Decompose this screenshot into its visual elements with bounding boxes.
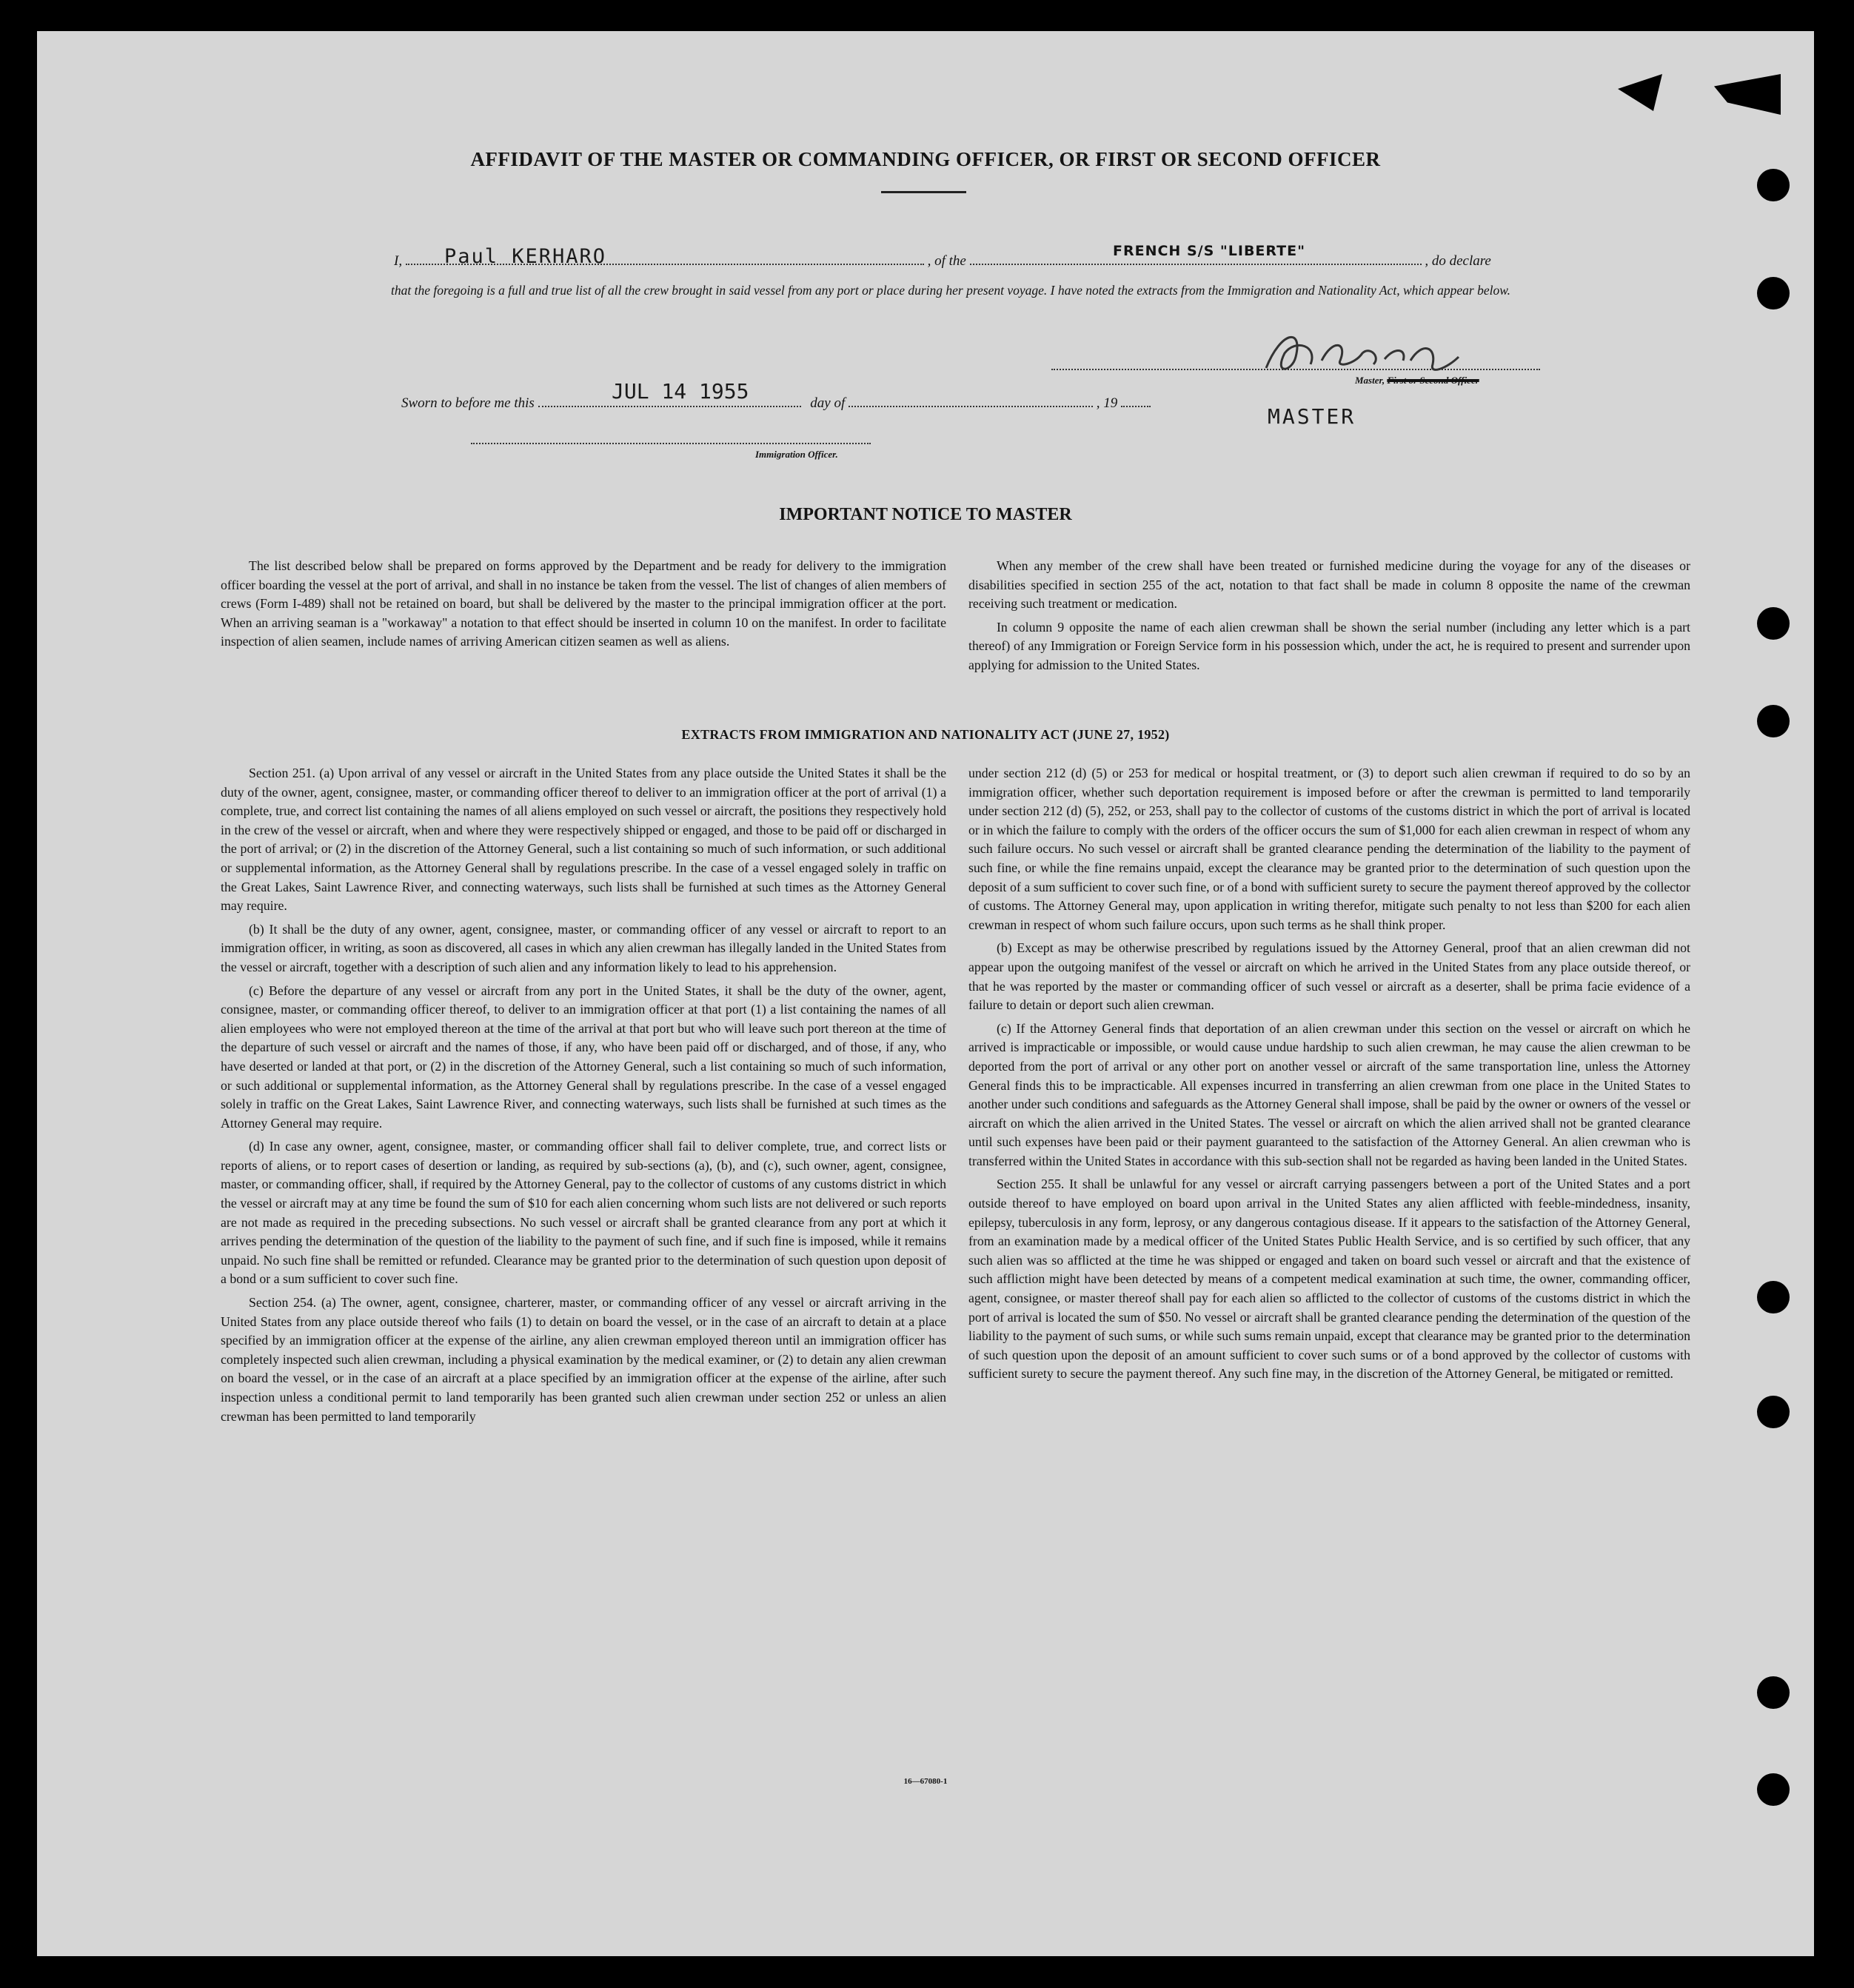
sworn-line [401, 394, 1151, 412]
day-of-label: day of [810, 395, 846, 411]
signature-line [1051, 357, 1540, 370]
signature-label-struck: First or Second Officer [1387, 375, 1479, 386]
section-251-b: (b) It shall be the duty of any owner, agent, consignee, master, or commanding officer of any vessel or aircraft to report to an immigration officer, in writing, as soon as discovered, all cases in which any alien crewman has illegally landed in the United States from the vessel or aircraft, together with a description of such alien and any information likely to lead to his apprehension. [221, 921, 946, 974]
binder-hole [1757, 1676, 1790, 1709]
notice-title: IMPORTANT NOTICE TO MASTER [779, 505, 1072, 524]
binder-hole [1757, 1281, 1790, 1313]
year-label: , 19 [1096, 395, 1118, 411]
declaration-text: that the foregoing is a full and true list of all the crew brought in said vessel from any port or place during her present voyage. I have noted the extracts from the Immigration and Nationality Act, which appear below. [391, 283, 1510, 298]
section-251-c: (c) Before the departure of any vessel or aircraft from any port in the United States, it shall be the duty of the owner, agent, consignee, master, or commanding officer thereof, to deliver to an immigration officer at that port (1) a list containing the names of all alien employees who were not employed thereon at the time of the arrival at that port but who will leave such port thereon at the time of the departure of such vessel or aircraft and the names of those, if any, who have been paid off or discharged, and of those, if any, who have deserted or landed at that port, or (2) in the discretion of the Attorney General, such a list containing so much of such information, or such additional or supplemental information, as the Attorney General shall by regulations prescribe. In the case of a vessel engaged solely in traffic on the Great Lakes, Saint Lawrence River, and connecting waterways, such lists shall be furnished at such times as the Attorney General may require. [221, 983, 946, 1131]
signature-label [1355, 375, 1479, 386]
binder-hole [1757, 1396, 1790, 1428]
extracts-right-column [968, 764, 1690, 1388]
section-254-a: Section 254. (a) The owner, agent, consignee, charterer, master, or commanding officer of any vessel or aircraft arriving in the United States from any place outside thereof who fails (1) to detain on board the vessel, or in the case of an aircraft to detain at a place specified by an immigration officer at the expense of the airline, any alien crewman employed thereon until an immigration officer has completely inspected such alien crewman, including a physical examination by the medical examiner, or (2) to detain any alien crewman on board the vessel, or in the case of an aircraft at a place specified by an immigration officer at the expense of the airline, after such inspection unless a conditional permit to land temporarily has been granted such alien crewman under section 252 or unless an alien crewman has been permitted to land temporarily [221, 1295, 946, 1424]
form-number: 16—67080-1 [903, 1777, 948, 1786]
officer-signature-line [471, 431, 871, 444]
year-line [1121, 394, 1151, 407]
signature-label-master: Master, [1355, 375, 1385, 386]
do-declare-label: , do declare [1425, 253, 1491, 269]
extracts-title: EXTRACTS FROM IMMIGRATION AND NATIONALITY ACT (JUNE 27, 1952) [681, 727, 1170, 742]
notice-right-paragraph-1: When any member of the crew shall have been treated or furnished medicine during the voyage for any of the diseases or disabilities specified in section 255 of the act, notation to that fact shall be made in column 8 opposite the name of the crewman receiving such treatment or medication. [968, 558, 1690, 612]
declarant-prefix: I, [394, 253, 403, 269]
binder-hole [1757, 607, 1790, 640]
section-251-d: (d) In case any owner, agent, consignee, master, or commanding officer shall fail to deliver complete, true, and correct lists or reports of aliens, or to report cases of desertion or landing, as required by sub-sections (a), (b), and (c), such owner, agent, consignee, master, or commanding officer, shall, if required by the Attorney General, pay to the collector of customs of any customs district in which the vessel or aircraft may at any time be found the sum of $10 for each alien concerning whom such lists are not delivered or such reports are not made as required in the preceding subsections. No such vessel or aircraft shall be granted clearance from any port at which it arrives pending the determination of the question of the liability to the payment of such fine, and if such fine is imposed, while it remains unpaid. No such fine shall be remitted or refunded. Clearance may be granted prior to the determination of such question upon deposit of a bond or a sum sufficient to cover such fine. [221, 1139, 946, 1287]
document-page [37, 31, 1814, 1956]
vessel-name: FRENCH S/S "LIBERTE" [1113, 243, 1306, 259]
section-254-b: (b) Except as may be otherwise prescribed by regulations issued by the Attorney General, proof that an alien crewman did not appear upon the outgoing manifest of the vessel or aircraft on which he arrived in the United States from any place outside thereof, or that he was reported by the master or commanding officer of such vessel or aircraft as a deserter, shall be prima facie evidence of a failure to detain or deport such alien crewman. [968, 940, 1690, 1013]
section-251-a: Section 251. (a) Upon arrival of any vessel or aircraft in the United States from any place outside the United States it shall be the duty of the owner, agent, consignee, master, or commanding officer thereof to deliver to an immigration officer at the port of arrival (1) a complete, true, and correct list containing the names of all aliens employed on such vessel or aircraft, the positions they respectively hold in the crew of the vessel or aircraft, when and where they were respectively shipped or engaged, and those to be paid off or discharged in the port of arrival; or (2) in the discretion of the Attorney General, such a list containing so much of such information, or such additional or supplemental information, as the Attorney General shall by regulations prescribe. In the case of a vessel engaged solely in traffic on the Great Lakes, Saint Lawrence River, and connecting waterways, such lists shall be furnished at such times as the Attorney General may require. [221, 766, 946, 914]
section-255: Section 255. It shall be unlawful for any vessel or aircraft carrying passengers between a port of the United States and a port outside thereof to have employed on board upon arrival in the United States any alien afflicted with feeble-mindedness, insanity, epilepsy, tuberculosis in any form, leprosy, or any dangerous contagious disease. If it appears to the satisfaction of the Attorney General, from an examination made by a medical officer of the United States Public Health Service, and is so certified by such officer, that any such alien was so afflicted at the time he was shipped or engaged and taken on board such vessel or aircraft and that the existence of such affliction might have been detected by means of a competent medical examination at such time, the owner, commanding officer, agent, consignee, or master thereof shall pay for each alien so afflicted to the collector of customs of the customs district in which the port of arrival is located the sum of $50. No vessel or aircraft shall be granted clearance pending the determination of the question of the liability to the payment of such sums, or while such sums remain unpaid, except that clearance may be granted prior to the determination of such question upon the deposit of an amount sufficient to cover such sums or of a bond approved by the collector of customs with sufficient surety to secure the payment thereof. Any such fine may, in the discretion of the Attorney General, be mitigated or remitted. [968, 1177, 1690, 1382]
master-name: Paul KERHARO [444, 245, 607, 268]
notice-left-paragraph: The list described below shall be prepared on forms approved by the Department and be ready for delivery to the immigration officer boarding the vessel at the port of arrival, and shall in no instance be taken from the vessel. The list of changes of alien members of crews (Form I-489) shall not be retained on board, but shall be delivered by the master to the principal immigration officer at the port. When an arriving seaman is a "workaway" a notation to that effect should be inserted in column 10 on the manifest. In order to facilitate inspection of alien seamen, include names of arriving American citizen seamen as well as aliens. [221, 558, 946, 649]
month-line [849, 394, 1093, 407]
binder-notch [1714, 74, 1781, 115]
section-254-c: (c) If the Attorney General finds that deportation of an alien crewman under this section on the vessel or aircraft on which he arrived is impracticable or impossible, or would cause undue hardship to such alien crewman, he may cause the alien crewman to be deported from the port of arrival or any other port on another vessel or aircraft of the same transportation line, unless the Attorney General finds this to be impracticable. All expenses incurred in transferring an alien crewman from one place in the United States to another under such conditions and safeguards as the Attorney General shall impose, shall be paid by the owner or owners of the vessel or aircraft on which the alien arrived in the United States. The vessel or aircraft on which the alien arrived shall not be granted clearance until such expenses have been paid or their payment guaranteed to the satisfaction of the Attorney General. An alien crewman who is transferred within the United States in accordance with this sub-section shall not be regarded as having been landed in the United States. [968, 1020, 1690, 1168]
of-the-label: , of the [927, 253, 966, 269]
notice-right-paragraph-2: In column 9 opposite the name of each alien crewman shall be shown the serial number (including any letter which is a part thereof) of any Immigration or Foreign Service form in his possession which, under the act, he is required to present and surrender upon applying for admission to the United States. [968, 619, 1690, 672]
section-254-a-continued: under section 212 (d) (5) or 253 for medical or hospital treatment, or (3) to deport such alien crewman if required to do so by an immigration officer, whether such deportation requirement is imposed before or after the crewman is permitted to land temporarily under section 212 (d) (5), 252, or 253, shall pay to the collector of customs of the customs district in which the port of arrival is located or in which the failure to comply with the orders of the officer occurs the sum of $1,000 for each alien crewman in respect of whom any such failure occurs. No such vessel or aircraft shall be granted clearance pending the determination of the liability to the payment of such fine, or while the fine remains unpaid, except the clearance may be granted prior to the determination of such question upon the deposit of a sum sufficient to cover such fine, or of a bond with sufficient surety to secure the payment thereof approved by the collector of customs. The Attorney General may, upon application in writing therefor, mitigate such penalty to not less than $200 for each alien crewman in respect of whom such failure occurs, upon such terms as he shall think proper. [968, 766, 1690, 932]
title-divider [881, 191, 966, 193]
affidavit-title: AFFIDAVIT OF THE MASTER OR COMMANDING OFFICER, OR FIRST OR SECOND OFFICER [470, 148, 1381, 170]
binder-hole [1757, 169, 1790, 201]
officer-label: Immigration Officer. [755, 449, 838, 460]
binder-hole [1757, 277, 1790, 309]
notice-left-column [221, 557, 946, 656]
title-stamp: MASTER [1268, 404, 1356, 429]
sworn-date: JUL 14 1955 [612, 379, 749, 404]
extracts-left-column [221, 764, 946, 1430]
binder-notch [1618, 74, 1662, 111]
sworn-prefix: Sworn to before me this [401, 395, 535, 411]
notice-right-column [968, 557, 1690, 680]
